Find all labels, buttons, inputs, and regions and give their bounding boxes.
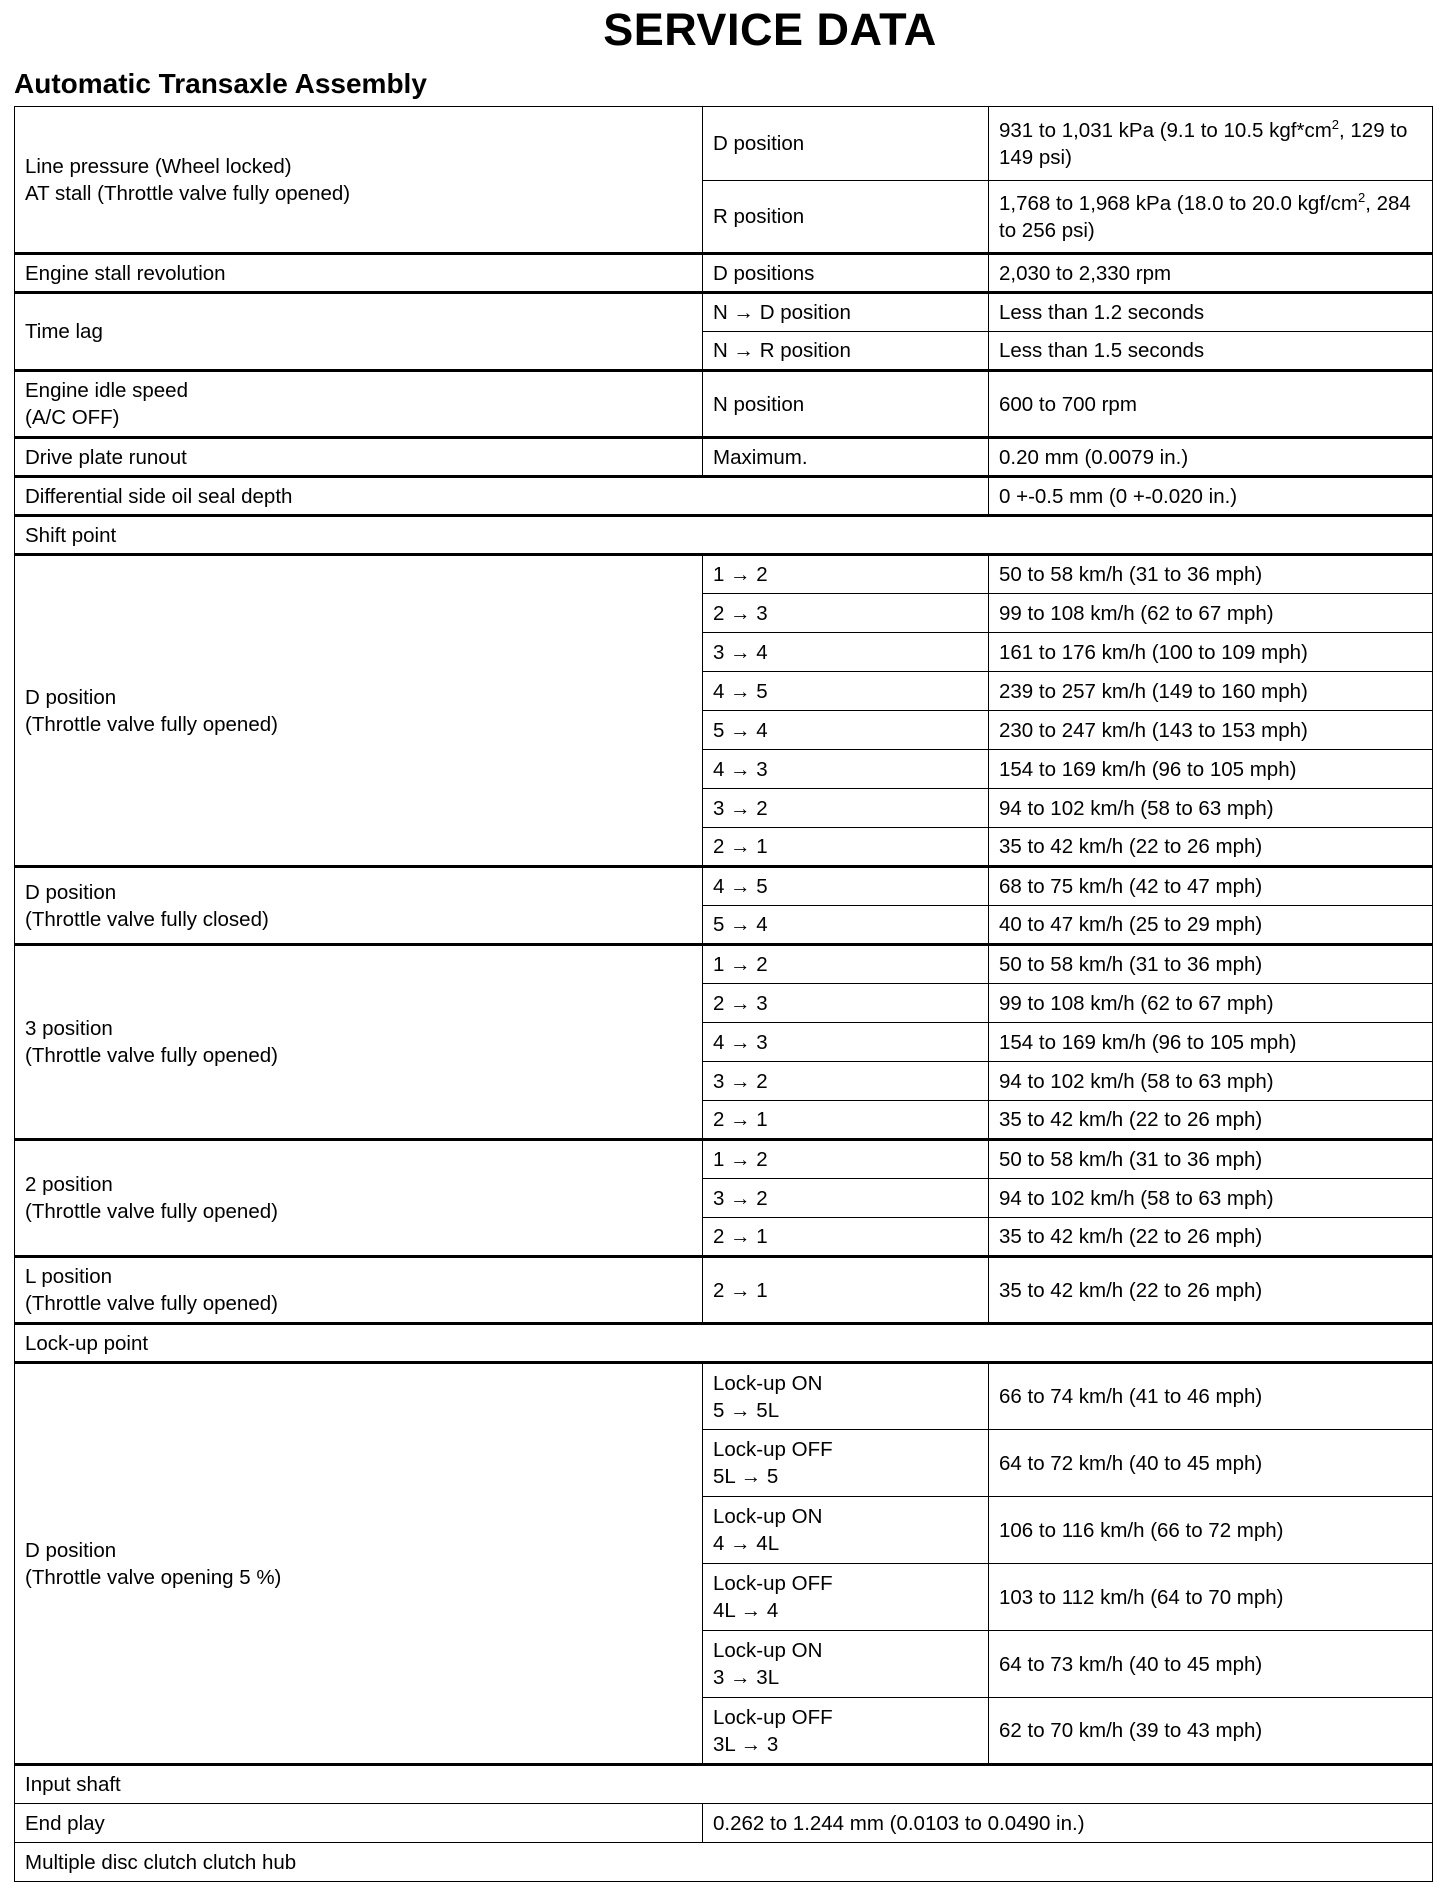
value-cell: 600 to 700 rpm <box>989 371 1433 438</box>
input-shaft-header: Input shaft <box>15 1765 1433 1804</box>
condition-cell: 3 → 2 <box>703 1179 989 1218</box>
section-title: Automatic Transaxle Assembly <box>14 68 427 99</box>
shift-point-header: Shift point <box>15 516 1433 555</box>
condition-cell: 4 → 3 <box>703 1023 989 1062</box>
value-cell: 66 to 74 km/h (41 to 46 mph) <box>989 1363 1433 1430</box>
condition-cell: 2 → 1 <box>703 1257 989 1324</box>
value-cell: Less than 1.5 seconds <box>989 332 1433 371</box>
condition-cell: Lock-up OFF 3L → 3 <box>703 1698 989 1765</box>
idle-speed-label: Engine idle speed (A/C OFF) <box>15 371 703 438</box>
value-cell: 94 to 102 km/h (58 to 63 mph) <box>989 1179 1433 1218</box>
seal-depth-label: Differential side oil seal depth <box>15 477 989 516</box>
table-row <box>15 477 1433 516</box>
clutch-hub-header: Multiple disc clutch clutch hub <box>15 1843 1433 1882</box>
value-cell: 161 to 176 km/h (100 to 109 mph) <box>989 633 1433 672</box>
group-label: 3 position (Throttle valve fully opened) <box>15 945 703 1140</box>
group-label: D position (Throttle valve opening 5 %) <box>15 1363 703 1765</box>
value-cell: 0.20 mm (0.0079 in.) <box>989 438 1433 477</box>
value-cell: 103 to 112 km/h (64 to 70 mph) <box>989 1564 1433 1631</box>
value-cell: 94 to 102 km/h (58 to 63 mph) <box>989 789 1433 828</box>
condition-cell: 2 → 3 <box>703 984 989 1023</box>
condition-cell: 2 → 3 <box>703 594 989 633</box>
condition-cell: Lock-up ON 3 → 3L <box>703 1631 989 1698</box>
table-row <box>15 371 1433 438</box>
condition-cell: 3 → 4 <box>703 633 989 672</box>
value-cell: 1,768 to 1,968 kPa (18.0 to 20.0 kgf/$cm^2$, 284 to 256 psi) <box>989 181 1433 254</box>
value-cell: Less than 1.2 seconds <box>989 293 1433 332</box>
value-cell: 68 to 75 km/h (42 to 47 mph) <box>989 867 1433 906</box>
runout-label: Drive plate runout <box>15 438 703 477</box>
value-cell: 62 to 70 km/h (39 to 43 mph) <box>989 1698 1433 1765</box>
value-cell: 35 to 42 km/h (22 to 26 mph) <box>989 1257 1433 1324</box>
condition-cell: 5 → 4 <box>703 906 989 945</box>
condition-cell: 4 → 5 <box>703 672 989 711</box>
condition-cell: 1 → 2 <box>703 1140 989 1179</box>
condition-cell: 5 → 4 <box>703 711 989 750</box>
value-cell: 35 to 42 km/h (22 to 26 mph) <box>989 1101 1433 1140</box>
condition-cell: 4 → 5 <box>703 867 989 906</box>
value-cell: 99 to 108 km/h (62 to 67 mph) <box>989 594 1433 633</box>
value-cell: 94 to 102 km/h (58 to 63 mph) <box>989 1062 1433 1101</box>
table-row <box>15 1324 1433 1363</box>
stall-label: Engine stall revolution <box>15 254 703 293</box>
lockup-point-header: Lock-up point <box>15 1324 1433 1363</box>
table-row <box>15 945 1433 984</box>
condition-cell: R position <box>703 181 989 254</box>
condition-cell: Lock-up ON 4 → 4L <box>703 1497 989 1564</box>
table-row <box>15 254 1433 293</box>
table-row <box>15 1765 1433 1804</box>
group-label: D position (Throttle valve fully opened) <box>15 555 703 867</box>
condition-cell: 4 → 3 <box>703 750 989 789</box>
group-label: 2 position (Throttle valve fully opened) <box>15 1140 703 1257</box>
end-play-label: End play <box>15 1804 703 1843</box>
value-cell: 50 to 58 km/h (31 to 36 mph) <box>989 945 1433 984</box>
condition-cell: 2 → 1 <box>703 828 989 867</box>
condition-cell: 3 → 2 <box>703 789 989 828</box>
table-row <box>15 1363 1433 1430</box>
line-pressure-label: Line pressure (Wheel locked) AT stall (Throttle valve fully opened) <box>15 107 703 254</box>
value-cell: 64 to 72 km/h (40 to 45 mph) <box>989 1430 1433 1497</box>
condition-cell: 1 → 2 <box>703 555 989 594</box>
value-cell: 106 to 116 km/h (66 to 72 mph) <box>989 1497 1433 1564</box>
condition-cell: Lock-up OFF 5L → 5 <box>703 1430 989 1497</box>
value-cell: 35 to 42 km/h (22 to 26 mph) <box>989 1218 1433 1257</box>
table-row <box>15 438 1433 477</box>
group-label: L position (Throttle valve fully opened) <box>15 1257 703 1324</box>
group-label: D position (Throttle valve fully closed) <box>15 867 703 945</box>
service-data-table <box>14 106 1433 1882</box>
value-cell: 35 to 42 km/h (22 to 26 mph) <box>989 828 1433 867</box>
value-cell: 154 to 169 km/h (96 to 105 mph) <box>989 1023 1433 1062</box>
value-cell: 50 to 58 km/h (31 to 36 mph) <box>989 555 1433 594</box>
condition-cell: 2 → 1 <box>703 1101 989 1140</box>
condition-cell: 1 → 2 <box>703 945 989 984</box>
condition-cell: Lock-up ON 5 → 5L <box>703 1363 989 1430</box>
value-cell: 99 to 108 km/h (62 to 67 mph) <box>989 984 1433 1023</box>
value-cell: 931 to 1,031 kPa (9.1 to 10.5 $kgf*cm^2$, 129 to 149 psi) <box>989 107 1433 181</box>
value-cell: 2,030 to 2,330 rpm <box>989 254 1433 293</box>
value-cell: 64 to 73 km/h (40 to 45 mph) <box>989 1631 1433 1698</box>
table-row <box>15 1140 1433 1179</box>
condition-cell: D positions <box>703 254 989 293</box>
table-row <box>15 555 1433 594</box>
condition-cell: Maximum. <box>703 438 989 477</box>
value-cell: 0.262 to 1.244 mm (0.0103 to 0.0490 in.) <box>703 1804 1433 1843</box>
condition-cell: D position <box>703 107 989 181</box>
condition-cell: N position <box>703 371 989 438</box>
table-row <box>15 1804 1433 1843</box>
value-cell: 0 +-0.5 mm (0 +-0.020 in.) <box>989 477 1433 516</box>
condition-cell: N → R position <box>703 332 989 371</box>
table-row <box>15 1257 1433 1324</box>
value-cell: 230 to 247 km/h (143 to 153 mph) <box>989 711 1433 750</box>
value-cell: 40 to 47 km/h (25 to 29 mph) <box>989 906 1433 945</box>
table-row <box>15 516 1433 555</box>
table-row <box>15 867 1433 906</box>
condition-cell: 3 → 2 <box>703 1062 989 1101</box>
table-row <box>15 1843 1433 1882</box>
value-cell: 154 to 169 km/h (96 to 105 mph) <box>989 750 1433 789</box>
condition-cell: 2 → 1 <box>703 1218 989 1257</box>
condition-cell: N → D position <box>703 293 989 332</box>
table-row <box>15 107 1433 181</box>
condition-cell: Lock-up OFF 4L → 4 <box>703 1564 989 1631</box>
page-title: SERVICE DATA <box>603 4 937 55</box>
time-lag-label: Time lag <box>15 293 703 371</box>
table-row <box>15 293 1433 332</box>
value-cell: 50 to 58 km/h (31 to 36 mph) <box>989 1140 1433 1179</box>
value-cell: 239 to 257 km/h (149 to 160 mph) <box>989 672 1433 711</box>
